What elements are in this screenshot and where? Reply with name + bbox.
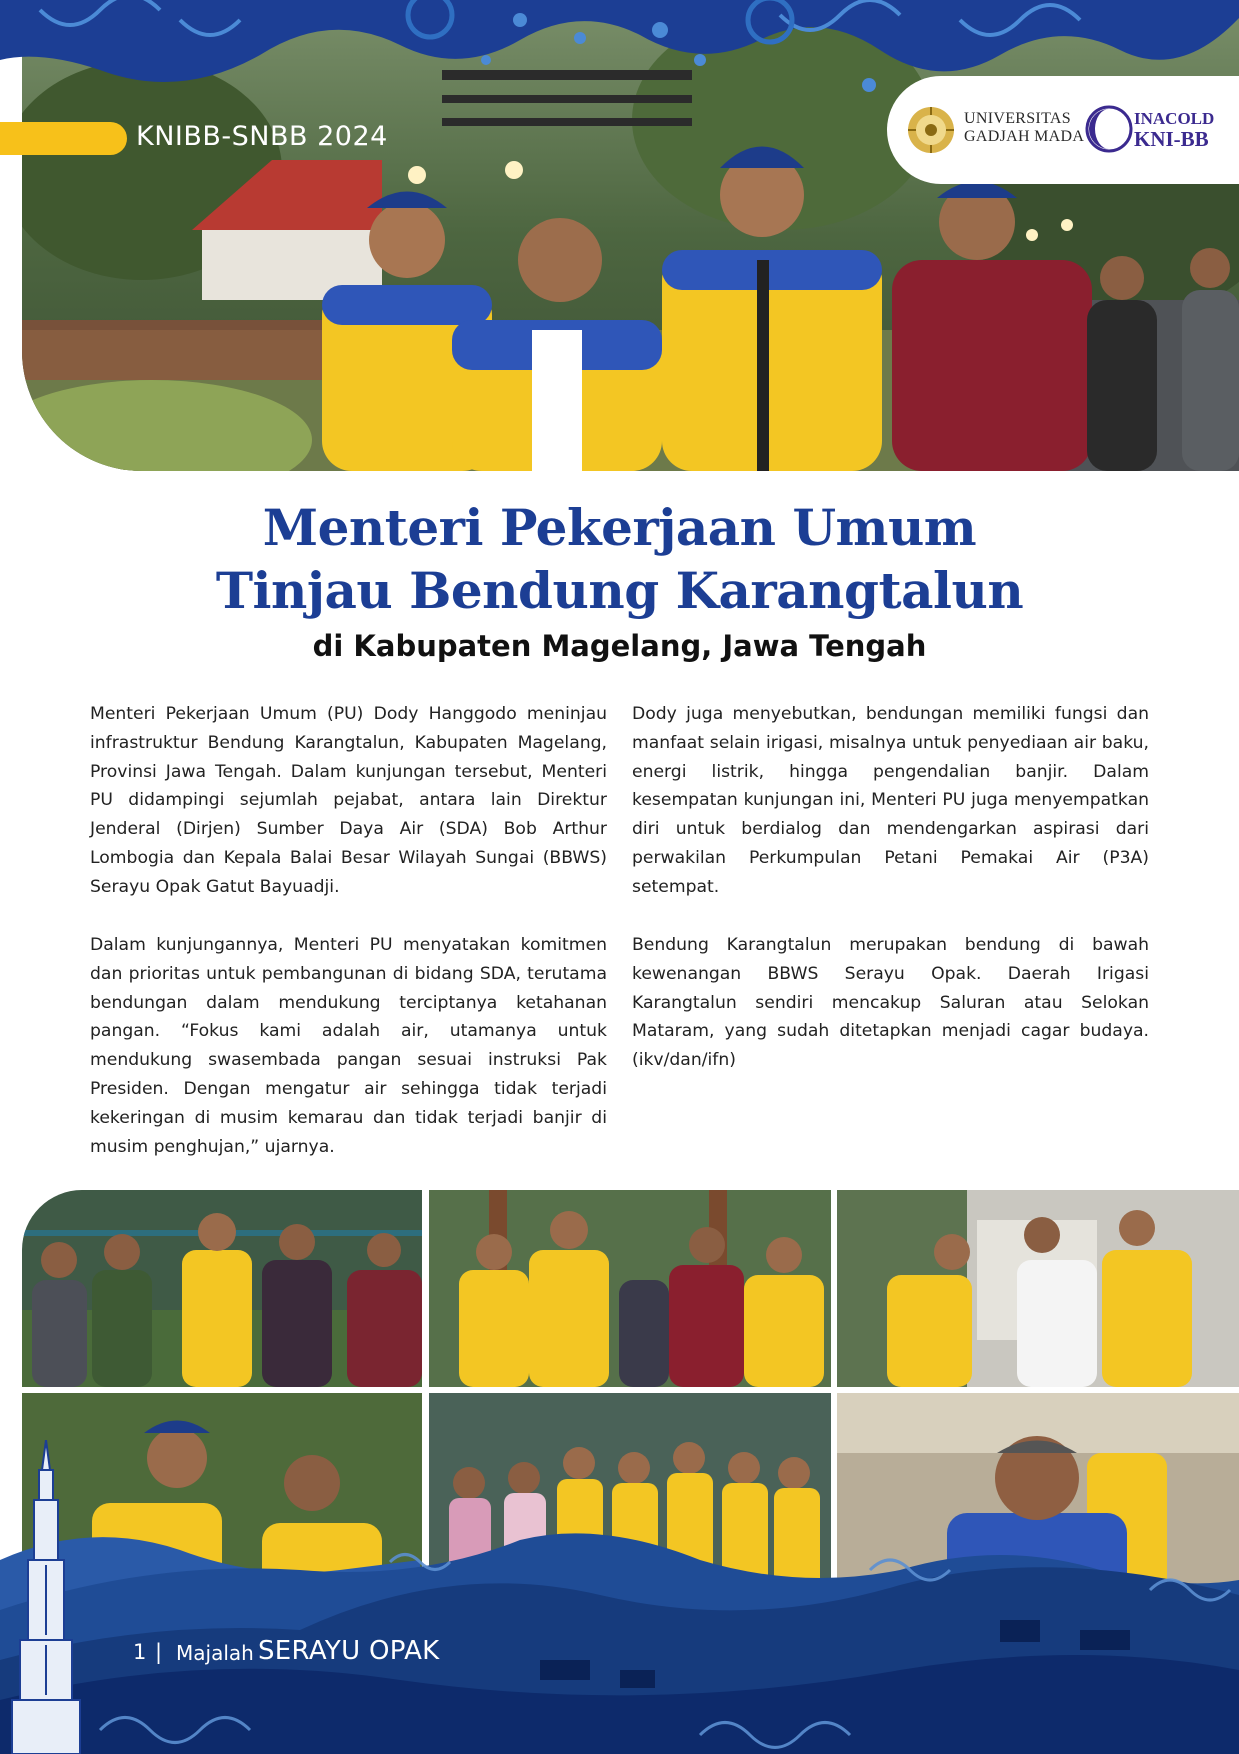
paragraph-text: Dody juga menyebutkan, bendungan memiliki fungsi dan manfaat selain irigasi, misalnya untuk penyediaan air baku, energi listrik, hingga pengendalian banjir. Dalam kesempatan kunjungan ini, Menteri PU juga menyempatkan diri untuk berdialog dan mendengarkan aspirasi dari perwakilan Perkumpulan Petani Pemakai Air (P3A) setempat. xyxy=(632,704,1149,897)
paragraph-text: Dalam kunjungannya, Menteri PU menyatakan komitmen dan prioritas untuk pembangunan di bidang SDA, terutama bendungan dalam mendukung terciptanya ketahanan pangan. “Fokus kami adalah air, utamanya untuk mendukung swasembada pangan sesuai instruksi Pak Presiden. Dengan mengatur air sehingga tidak terjadi kekeringan di musim kemarau dan tidak terjadi banjir di musim penghujan,” ujarnya. xyxy=(90,935,607,1157)
title-line-2: Tinjau Bendung Karangtalun xyxy=(215,561,1024,620)
magazine-name: SERAYU OPAK xyxy=(258,1636,440,1666)
gallery-photo xyxy=(837,1190,1239,1387)
body-paragraph xyxy=(90,700,607,902)
article-title xyxy=(0,496,1239,622)
paragraph-text: Bendung Karangtalun merupakan bendung di bawah kewenangan BBWS Serayu Opak. Daerah Irigasi Karangtalun sendiri mencakup Saluran atau Selokan Mataram, yang sudah ditetapkan menjadi cagar budaya. (ikv/dan/ifn) xyxy=(632,935,1149,1071)
inacold-line1: INACOLD xyxy=(1134,109,1215,128)
ugm-line1: UNIVERSITAS xyxy=(964,110,1071,127)
tugu-monument-icon xyxy=(6,1440,86,1754)
page-separator: | xyxy=(155,1640,163,1664)
body-paragraph xyxy=(632,700,1149,902)
title-line-1: Menteri Pekerjaan Umum xyxy=(262,498,977,557)
magazine-label: Majalah xyxy=(176,1641,254,1665)
inacold-logo-text xyxy=(1134,110,1214,150)
inacold-line2: KNI-BB xyxy=(1134,127,1209,151)
gallery-photo xyxy=(22,1190,422,1387)
paragraph-text: Menteri Pekerjaan Umum (PU) Dody Hanggodo meninjau infrastruktur Bendung Karangtalun, Kabupaten Magelang, Provinsi Jawa Tengah. Dalam kunjungan tersebut, Menteri PU didampingi sejumlah pejabat, antara lain Direktur Jenderal (Dirjen) Sumber Daya Air (SDA) Bob Arthur Lombogia dan Kepala Balai Besar Wilayah Sungai (BBWS) Serayu Opak Gatut Bayuadji. xyxy=(90,704,607,897)
gallery-photo xyxy=(429,1190,831,1387)
article-subtitle: di Kabupaten Magelang, Jawa Tengah xyxy=(312,629,927,663)
inacold-seal-icon xyxy=(1085,105,1133,153)
body-paragraph xyxy=(632,931,1149,1075)
event-tag-bar xyxy=(0,122,127,155)
landscape-footer-ornament xyxy=(0,1500,1239,1754)
ugm-line2: GADJAH MADA xyxy=(964,128,1085,145)
page-number: 1 xyxy=(133,1640,147,1664)
body-paragraph xyxy=(90,931,607,1161)
ugm-seal-icon xyxy=(906,105,956,155)
ugm-logo-text xyxy=(964,110,1084,146)
event-tag: KNIBB-SNBB 2024 xyxy=(136,121,388,152)
